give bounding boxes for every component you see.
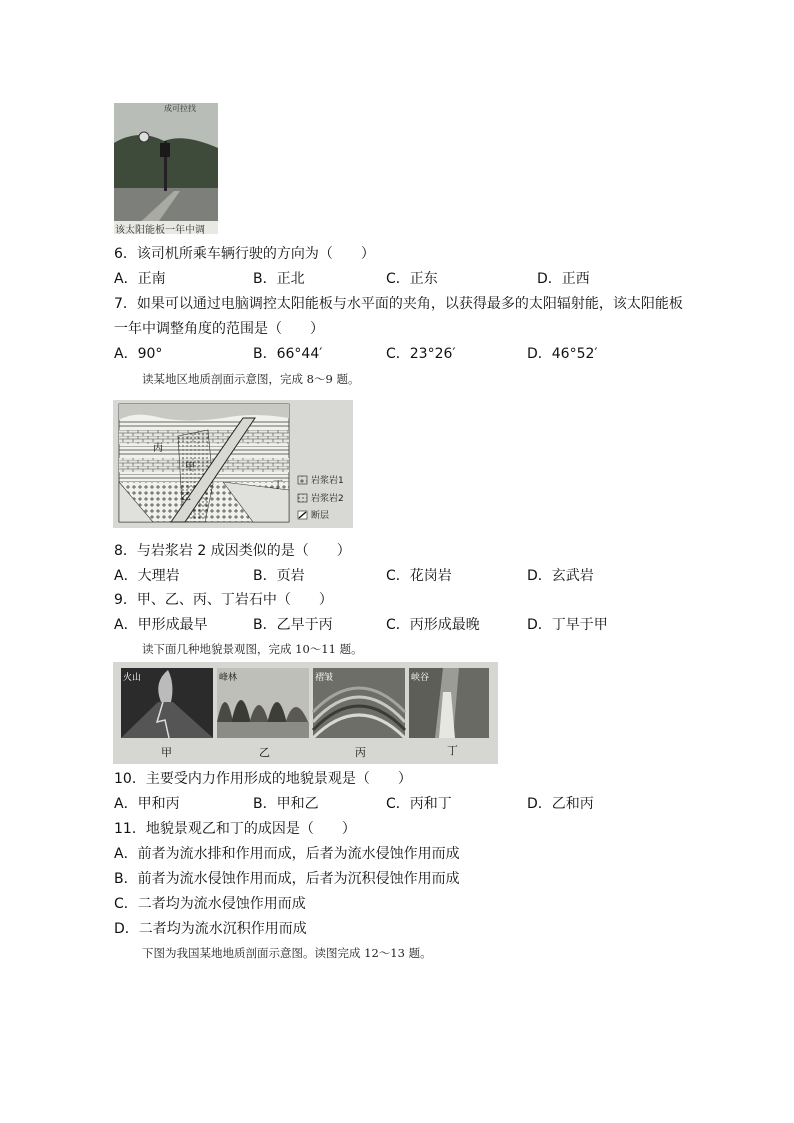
- q10-option-a[interactable]: A．甲和丙: [114, 796, 180, 812]
- landform-drawing: [113, 662, 498, 764]
- landform-label-jia: 甲: [161, 746, 172, 759]
- landform-label-bing: 丙: [355, 746, 366, 759]
- landform-tag-canyon: 峡谷: [411, 673, 430, 683]
- q9-option-a[interactable]: A．甲形成最早: [114, 617, 208, 633]
- q11-option-d[interactable]: D．二者均为流水沉积作用而成: [114, 921, 307, 937]
- geo-label-yi: 乙: [181, 492, 191, 503]
- landform-label-ding: 丁: [447, 744, 458, 757]
- question-7-stem-line2: 一年中调整角度的范围是（ ）: [114, 321, 324, 337]
- geo-label-bing: 丙: [153, 443, 163, 454]
- landform-tag-fold: 褶皱: [315, 673, 334, 683]
- q6-option-a[interactable]: A．正南: [114, 271, 166, 287]
- q8-option-a[interactable]: A．大理岩: [114, 568, 180, 584]
- q9-option-c[interactable]: C．丙形成最晚: [386, 617, 480, 633]
- q11-option-b[interactable]: B．前者为流水侵蚀作用而成，后者为沉积侵蚀作用而成: [114, 871, 460, 887]
- traffic-photo: [114, 103, 218, 234]
- q6-option-c[interactable]: C．正东: [386, 271, 438, 287]
- q8-option-d[interactable]: D．玄武岩: [527, 568, 594, 584]
- traffic-photo-drawing: [114, 103, 218, 234]
- landform-tag-peak-forest: 峰林: [219, 673, 238, 683]
- q10-option-d[interactable]: D．乙和丙: [527, 796, 594, 812]
- geo-label-jia: 甲: [185, 462, 195, 473]
- question-10-stem: 10．主要受内力作用形成的地貌景观是（ ）: [114, 771, 412, 787]
- photo-caption-top: 成可拉找: [164, 104, 196, 113]
- intro-10-11: 读下面几种地貌景观图，完成 10～11 题。: [142, 642, 363, 656]
- question-11-stem: 11．地貌景观乙和丁的成因是（ ）: [114, 821, 356, 837]
- q11-option-a[interactable]: A．前者为流水排和作用而成，后者为流水侵蚀作用而成: [114, 846, 460, 862]
- q9-option-d[interactable]: D．丁早于甲: [527, 617, 608, 633]
- question-6-stem: 6．该司机所乘车辆行驶的方向为（ ）: [114, 246, 375, 262]
- geo-profile-diagram: [113, 400, 353, 528]
- question-7-stem-line1: 7．如果可以通过电脑调控太阳能板与水平面的夹角，以获得最多的太阳辐射能，该太阳能板: [114, 296, 683, 312]
- q7-option-a[interactable]: A．90°: [114, 346, 163, 362]
- intro-8-9: 读某地区地质剖面示意图，完成 8～9 题。: [142, 372, 360, 386]
- intro-12-13: 下图为我国某地地质剖面示意图。读图完成 12～13 题。: [142, 946, 432, 960]
- q6-option-b[interactable]: B．正北: [253, 271, 305, 287]
- geo-label-ding: 丁: [273, 480, 283, 491]
- question-9-stem: 9．甲、乙、丙、丁岩石中（ ）: [114, 592, 333, 608]
- legend-magmatic-2: 岩浆岩2: [311, 494, 344, 504]
- q8-option-b[interactable]: B．页岩: [253, 568, 305, 584]
- landform-strip: [113, 662, 498, 764]
- q7-option-d[interactable]: D．46°52′: [527, 346, 598, 362]
- q7-option-b[interactable]: B．66°44′: [253, 346, 323, 362]
- landform-label-yi: 乙: [259, 746, 270, 759]
- q8-option-c[interactable]: C．花岗岩: [386, 568, 452, 584]
- q11-option-c[interactable]: C．二者均为流水侵蚀作用而成: [114, 896, 306, 912]
- legend-fault: 断层: [311, 511, 330, 521]
- geo-profile-drawing: [113, 400, 353, 528]
- landform-tag-volcano: 火山: [123, 673, 142, 683]
- legend-magmatic-1: 岩浆岩1: [311, 476, 344, 486]
- photo-caption-bottom: 该太阳能板一年中调: [115, 225, 205, 234]
- q9-option-b[interactable]: B．乙早于丙: [253, 617, 333, 633]
- q7-option-c[interactable]: C．23°26′: [386, 346, 456, 362]
- q10-option-c[interactable]: C．丙和丁: [386, 796, 452, 812]
- q6-option-d[interactable]: D．正西: [537, 271, 590, 287]
- question-8-stem: 8．与岩浆岩 2 成因类似的是（ ）: [114, 543, 351, 559]
- q10-option-b[interactable]: B．甲和乙: [253, 796, 319, 812]
